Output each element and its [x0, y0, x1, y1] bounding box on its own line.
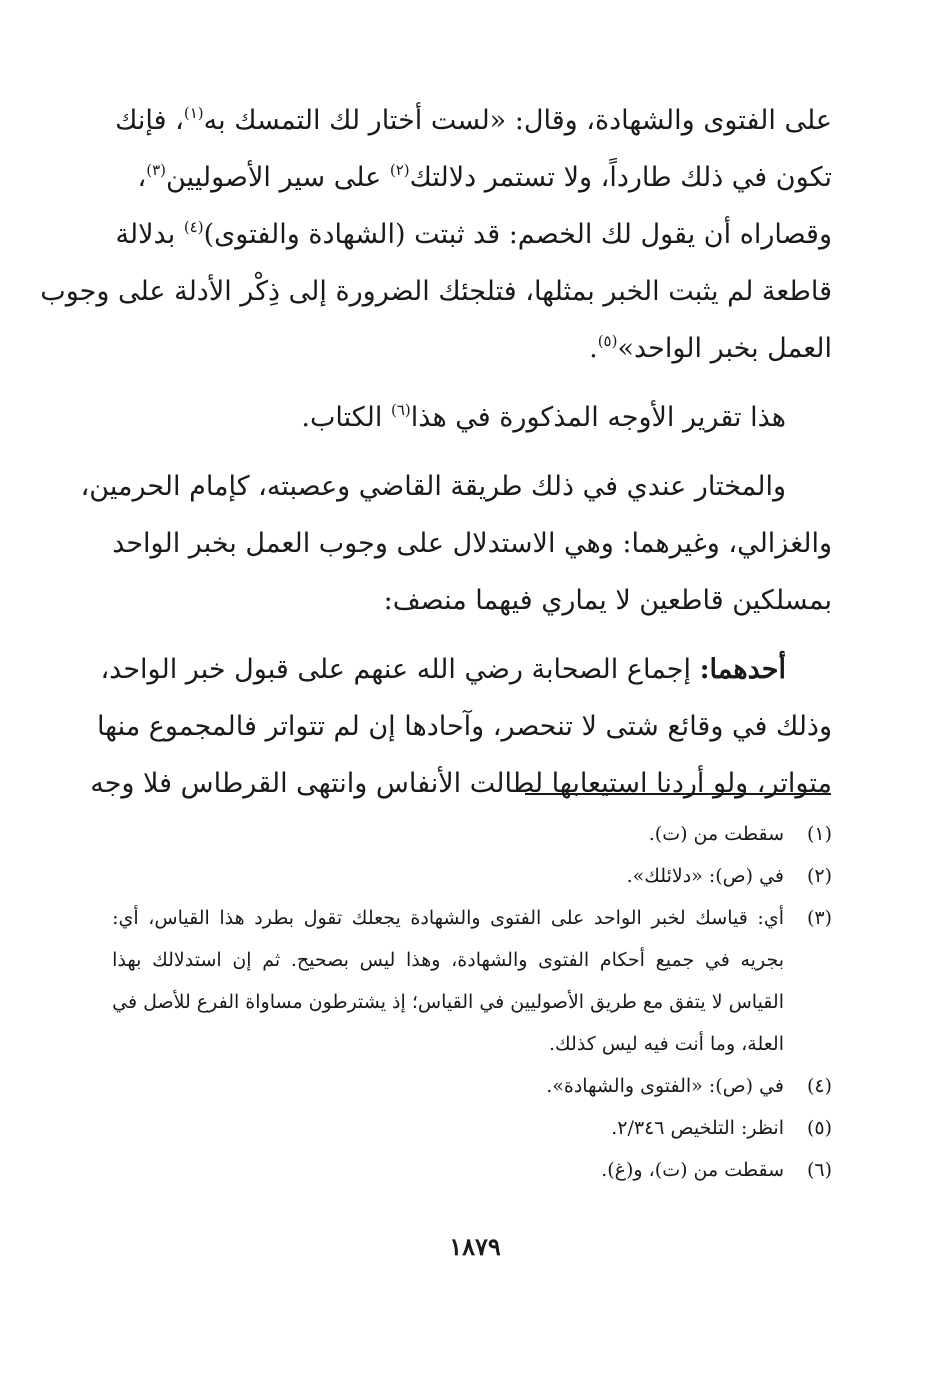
- footnote-ref: (٦): [390, 401, 411, 419]
- body-line: أحدهما: إجماع الصحابة رضي الله عنهم على قبول خبر الواحد،: [100, 654, 786, 685]
- footnote-ref: (٥): [597, 332, 618, 350]
- paragraph-lead: أحدهما:: [699, 654, 786, 685]
- body-line: هذا تقرير الأوجه المذكورة في هذا$^{(٦)}$ الكتاب.: [301, 401, 786, 433]
- footnote: [148, 1107, 832, 1149]
- footnote: [112, 897, 832, 1065]
- body-line: وذلك في وقائع شتى لا تنحصر، وآحادها إن لم تتواتر فالمجموع منها: [96, 711, 832, 742]
- footnote-text: في (ص): «دلائلك».: [626, 865, 784, 887]
- footnote-number: (٢): [806, 865, 832, 887]
- footnote-number: (٤): [806, 1075, 832, 1097]
- footnote-text: انظر: التلخيص ٢/٣٤٦.: [611, 1117, 784, 1139]
- footnote-ref: (٢): [389, 161, 410, 179]
- body-line: تكون في ذلك طارداً، ولا تستمر دلالتك$^{(٢)}$ على سير الأصوليين$^{(٣)}$،: [137, 161, 832, 193]
- footnote: [148, 855, 832, 897]
- footnote-text: في (ص): «الفتوى والشهادة».: [546, 1075, 784, 1097]
- footnote-ref: (٤): [183, 218, 204, 236]
- page-number: ١٨٧٩: [449, 1232, 501, 1261]
- body-line: والمختار عندي في ذلك طريقة القاضي وعصبته، كإمام الحرمين،: [80, 471, 786, 502]
- footnote-number: (٦): [806, 1159, 832, 1181]
- main-text: [40, 92, 832, 812]
- body-line: وقصاراه أن يقول لك الخصم: قد ثبتت (الشهادة والفتوى)$^{(٤)}$ بدلالة: [115, 218, 832, 250]
- body-line: العمل بخبر الواحد»$^{(٥)}$.: [589, 332, 832, 364]
- footnote-text: العلة، وما أنت فيه ليس كذلك.: [548, 1033, 784, 1055]
- footnote-number: (٣): [806, 907, 832, 929]
- footnote-text: سقطت من (ت).: [648, 823, 784, 845]
- footnote-number: (١): [806, 823, 832, 845]
- footnote: [148, 1149, 832, 1191]
- footnote-text: القياس لا يتفق مع طريق الأصوليين في القياس؛ إذ يشترطون مساواة الفرع للأصل في: [112, 991, 784, 1013]
- footnote-text: أي: قياسك لخبر الواحد على الفتوى والشهادة يجعلك تقول بطرد هذا القياس، أي:: [112, 907, 784, 929]
- footnote: [148, 813, 832, 855]
- footnote: [148, 1065, 832, 1107]
- footnotes: [112, 813, 832, 1191]
- footnote-ref: (٣): [146, 161, 167, 179]
- body-line: على الفتوى والشهادة، وقال: «لست أختار لك التمسك به$^{(١)}$، فإنك: [115, 104, 832, 136]
- footnote-text: سقطت من (ت)، و(غ).: [601, 1159, 784, 1181]
- body-line: قاطعة لم يثبت الخبر بمثلها، فتلجئك الضرورة إلى ذِكْر الأدلة على وجوب: [40, 276, 832, 307]
- footnote-text: بجريه في جميع أحكام الفتوى والشهادة، وهذا ليس بصحيح. ثم إن استدلالك بهذا: [112, 949, 784, 971]
- body-line: بمسلكين قاطعين لا يماري فيهما منصف:: [383, 585, 832, 616]
- footnote-separator: [525, 793, 831, 795]
- footnote-ref: (١): [183, 104, 204, 122]
- footnote-number: (٥): [806, 1117, 832, 1139]
- body-line: متواتر، ولو أردنا استيعابها لطالت الأنفاس وانتهى القرطاس فلا وجه: [90, 768, 832, 799]
- body-line: والغزالي، وغيرهما: وهي الاستدلال على وجوب العمل بخبر الواحد: [112, 528, 832, 559]
